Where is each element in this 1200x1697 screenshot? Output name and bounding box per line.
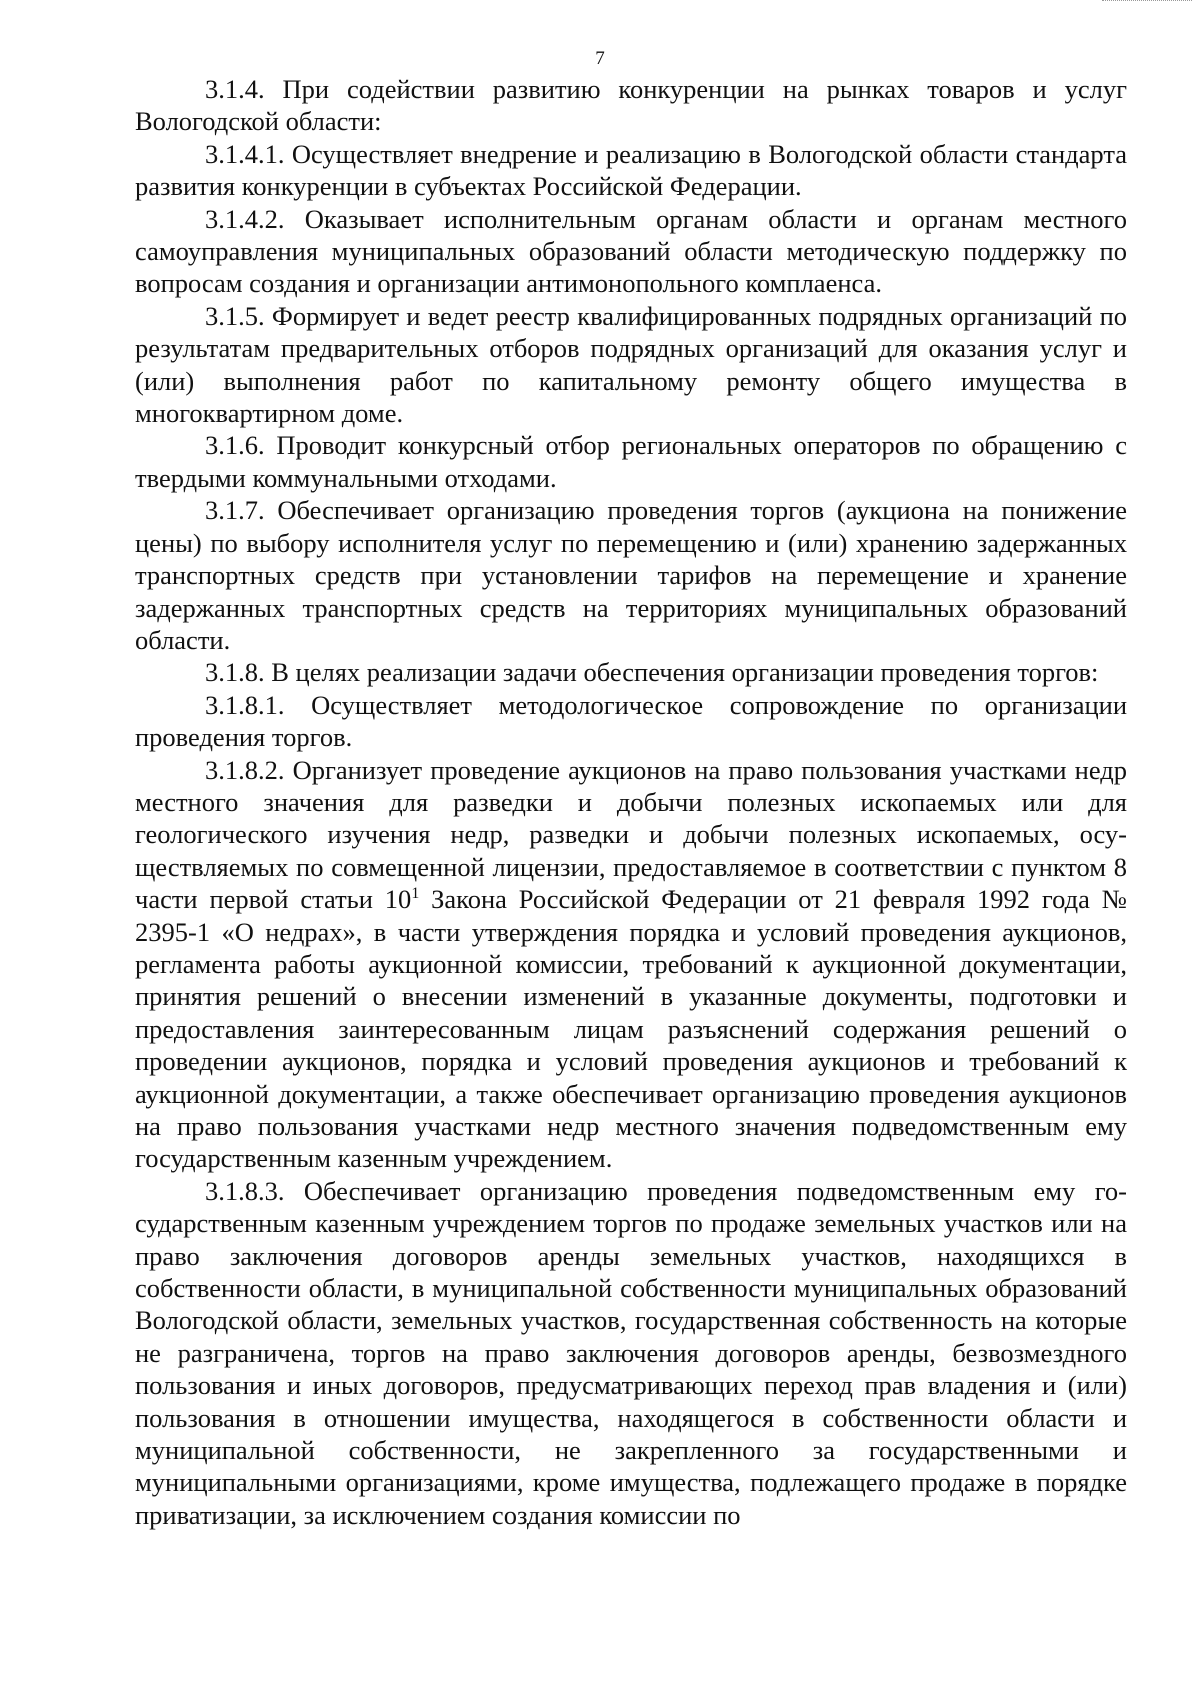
article-superscript: 1 [411, 885, 420, 903]
paragraph-3-1-6: 3.1.6. Проводит конкурсный отбор региональных операторов по обращению с твердыми коммунальными отходами. [135, 430, 1127, 493]
paragraph-text-before-superscript: 3.1.8.2. Организует проведение аукционов на право пользования участками недр местного значения для разведки и добычи полезных ископаемых или для геологического изучения недр, разведки и добычи полезных ископаемых, осуществляемых по совмещенной лицензии, предоставляемое в соответствии с пунктом 8 части первой статьи 10 [135, 754, 1127, 915]
scan-edge-mark [1102, 0, 1192, 7]
paragraph-3-1-8-3: 3.1.8.3. Обеспечивает организацию проведения подведомственным ему государственным казенным учреждением торгов по продаже земельных участков или на право заключения договоров аренды земельных участков, находящихся в собственности области, в муниципальной собственности муниципальных образований Вологодской области, земельных участков, государственная собственность на которые не разграничена, торгов на право заключения договоров аренды, безвозмездного пользования и иных договоров, предусматривающих переход прав владения и (или) пользования в отношении имущества, находящегося в собственности области и муниципальной собственности, не закрепленного за государственными и муниципальными организациями, кроме имущества, подлежащего продаже в порядке приватизации, за исключением создания комиссии по [135, 1175, 1127, 1530]
paragraph-3-1-5: 3.1.5. Формирует и ведет реестр квалифицированных подрядных организаций по результатам предварительных отборов подрядных организаций для оказания услуг и (или) выполнения работ по капитальному ремонту общего имущества в многоквартирном доме. [135, 300, 1127, 429]
document-body [135, 73, 1127, 1531]
paragraph-3-1-4: 3.1.4. При содействии развитию конкуренции на рынках товаров и услуг Вологодской области: [135, 74, 1127, 137]
paragraph-3-1-4-1: 3.1.4.1. Осуществляет внедрение и реализацию в Вологодской области стандарта развития конкуренции в субъектах Российской Федерации. [135, 138, 1127, 202]
paragraph-3-1-8-2 [135, 754, 1127, 1175]
paragraph-3-1-7: 3.1.7. Обеспечивает организацию проведения торгов (аукциона на понижение цены) по выбору исполнителя услуг по перемещению и (или) хранению задержанных транспортных средств при установлении тарифов на перемещение и хранение задержанных транспортных средств на территориях муниципальных образований области. [135, 495, 1127, 655]
paragraph-text-after-superscript: Закона Российской Федерации от 21 февраля 1992 года № 2395-1 «О недрах», в части утверждения порядка и условий проведения аукционов, регламента работы аукционной комиссии, требований к аукционной документации, принятия решений о внесении изменений в указанные документы, подготовки и предоставления заинтересованным лицам разъяснений содержания решений о проведении аукционов, порядка и условий проведения аукционов и требований к аукционной документации, а также обеспечивает организацию проведения аукционов на право пользования участками недр местного значения подведомственным ему государственным казенным учреждением. [135, 884, 1127, 1174]
paragraph-3-1-8-1: 3.1.8.1. Осуществляет методологическое сопровождение по организации проведения торгов. [135, 689, 1127, 753]
page-number: 7 [595, 48, 605, 69]
paragraph-3-1-4-2: 3.1.4.2. Оказывает исполнительным органам области и органам местного самоуправления муниципальных образований области методическую поддержку по вопросам создания и организации антимонопольного комплаенса. [135, 203, 1127, 299]
paragraph-3-1-8: 3.1.8. В целях реализации задачи обеспечения организации проведения торгов: [205, 657, 1099, 688]
